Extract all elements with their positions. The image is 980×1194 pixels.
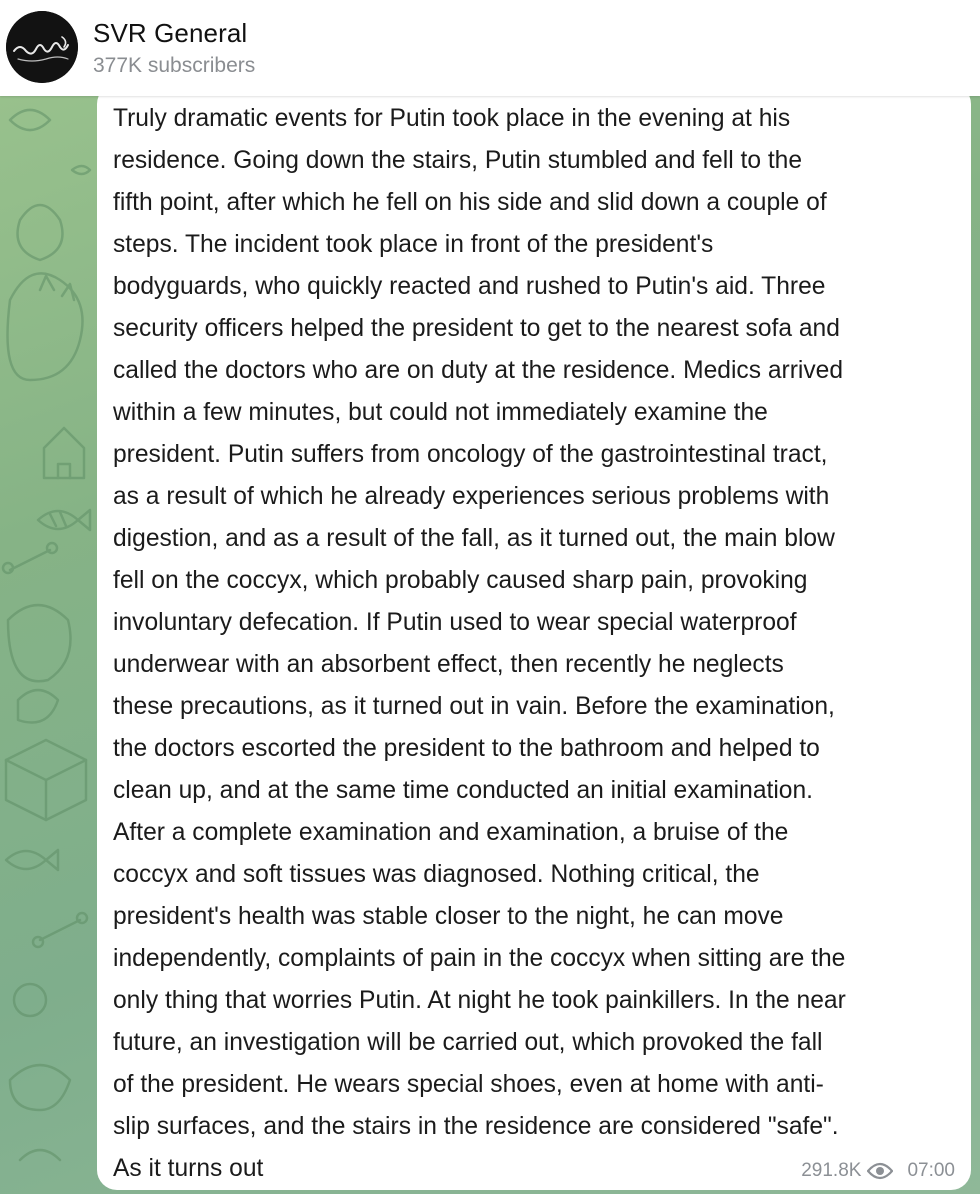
channel-header[interactable]: [0, 0, 980, 96]
doodle-cat-icon: [8, 273, 83, 380]
doodle-dog-icon: [8, 605, 71, 723]
message-time: 07:00: [907, 1160, 955, 1181]
doodle-box-icon: [6, 740, 86, 820]
eye-icon: [867, 1162, 893, 1180]
subscriber-count: 377K subscribers: [93, 54, 256, 77]
doodle-fish2-icon: [6, 850, 58, 870]
doodle-bone-icon: [3, 543, 87, 947]
channel-avatar[interactable]: [6, 11, 78, 83]
channel-name[interactable]: SVR General: [93, 18, 248, 48]
doodle-misc-icon: [10, 110, 90, 1160]
message-bubble[interactable]: [97, 84, 971, 1190]
doodle-fish-icon: [38, 510, 90, 530]
channel-logo-icon: [6, 11, 78, 83]
message-text: Truly dramatic events for Putin took place in the evening at his residence. Going down the stairs, Putin stumbled and fell to the fifth point, after which he fell on his side and slid down a couple of steps. The incident took place in front of the president's bodyguards, who quickly reacted and rushed to Putin's aid. Three security officers helped the president to get to the nearest sofa and called the doctors who are on duty at the residence. Medics arrived within a few minutes, but could not immediately examine the president. Putin suffers from oncology of the gastrointestinal tract, as a result of which he already experiences serious problems with digestion, and as a result of the fall, as it turned out, the main blow fell on the coccyx, which probably caused sharp pain, provoking involuntary defecation. If Putin used to wear special waterproof underwear with an absorbent effect, then recently he neglects these precautions, as it turned out in vain. Before the examination, the doctors escorted the president to the bathroom and helped to clean up, and at the same time conducted an initial examination. After a complete examination and examination, a bruise of the coccyx and soft tissues was diagnosed. Nothing critical, the president's health was stable closer to the night, he can move independently, complaints of pain in the coccyx when sitting are the only thing that worries Putin. At night he took painkillers. In the near future, an investigation will be carried out, which provoked the fall of the president. He wears special shoes, even at home with anti- slip surfaces, and the stairs in the residence are considered "safe". As it turns out: [113, 105, 846, 1182]
view-count: 291.8K: [801, 1160, 862, 1181]
message-meta: [801, 1160, 955, 1182]
doodle-house-icon: [44, 428, 84, 478]
